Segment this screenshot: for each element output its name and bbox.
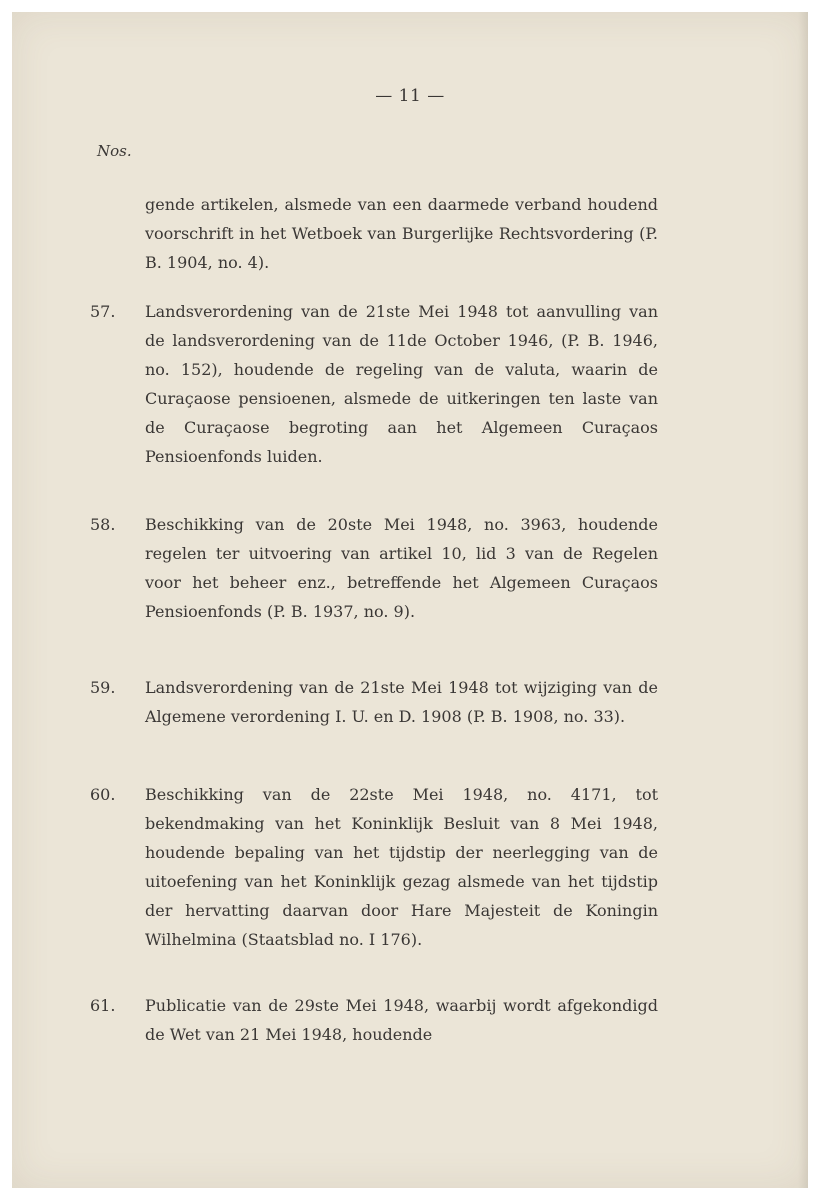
entry-number: 59.	[90, 678, 116, 697]
book-page	[12, 12, 808, 1188]
entry-text: gende artikelen, alsmede van een daarmede verband houdend voorschrift in het Wetboek van Burgerlijke Rechtsvordering (P. B. 1904, no. 4).	[145, 195, 658, 272]
page-edge-shadow	[798, 12, 808, 1188]
column-label-nos: Nos.	[97, 142, 132, 160]
entry-text: Publicatie van de 29ste Mei 1948, waarbij wordt afgekondigd de Wet van 21 Mei 1948, houdende	[145, 996, 658, 1044]
entry-number: 61.	[90, 996, 116, 1015]
entry-text: Landsverordening van de 21ste Mei 1948 tot aanvulling van de landsverordening van de 11de October 1946, (P. B. 1946, no. 152), houdende de regeling van de valuta, waarin de Curaçaose pensioenen, alsmede de uitkeringen ten laste van de Curaçaose begroting aan het Algemeen Curaçaos Pensioenfonds luiden.	[145, 302, 658, 466]
entry-number: 57.	[90, 302, 116, 321]
entry-text: Landsverordening van de 21ste Mei 1948 tot wijziging van de Algemene verordening I. U. en D. 1908 (P. B. 1908, no. 33).	[145, 678, 658, 726]
entry-number: 60.	[90, 785, 116, 804]
entry-text: Beschikking van de 22ste Mei 1948, no. 4171, tot bekendmaking van het Koninklijk Besluit van 8 Mei 1948, houdende bepaling van het tijdstip der neerlegging van de uitoefening van het Koninklijk gezag alsmede van het tijdstip der hervatting daarvan door Hare Majesteit de Koningin Wilhelmina (Staatsblad no. I 176).	[145, 785, 658, 949]
page-number: — 11 —	[375, 86, 445, 106]
entry-number: 58.	[90, 515, 116, 534]
entry-text: Beschikking van de 20ste Mei 1948, no. 3963, houdende regelen ter uitvoering van artikel 10, lid 3 van de Regelen voor het beheer enz., betreffende het Algemeen Curaçaos Pensioenfonds (P. B. 1937, no. 9).	[145, 515, 658, 621]
